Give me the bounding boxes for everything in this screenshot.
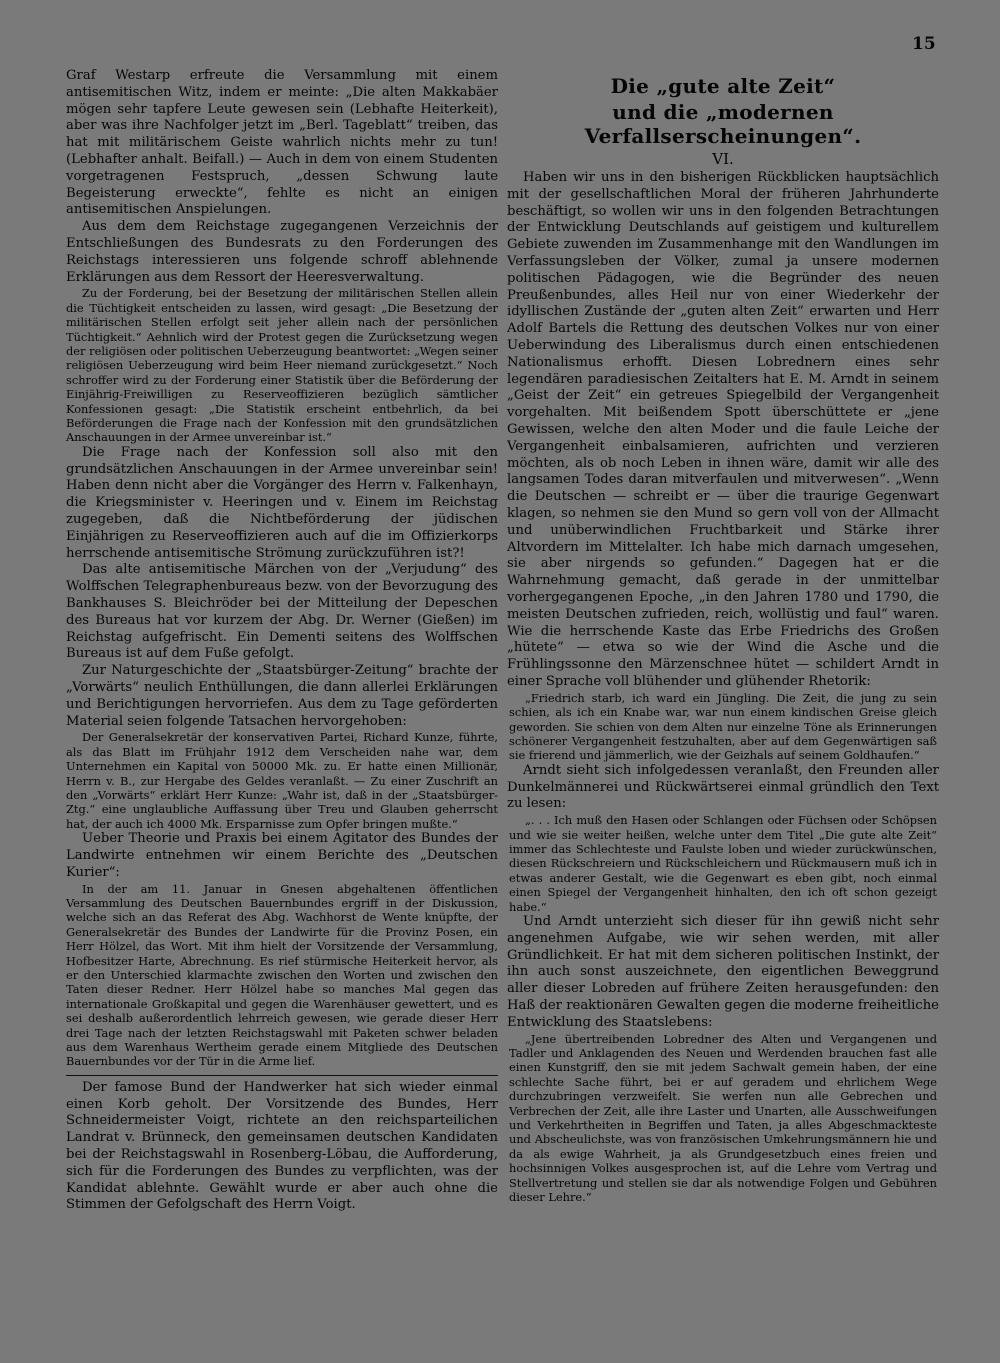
paragraph: Und Arndt unterzieht sich dieser für ihn gewiß nicht sehr angenehmen Aufgabe, wie wir sehen werden, mit aller Gründlichkeit. Er hat mit dem sicheren politischen Instinkt, der ihn auch sonst auszeichnete, den eigentlichen Beweggrund aller dieser Lobreden auf frühere Zeiten herausgefunden: den Haß der reaktionären Gewalten gegen die moderne freiheitliche Entwicklung des Staatslebens:	[507, 913, 939, 1030]
article-title-line1: Die „gute alte Zeit“	[610, 74, 836, 98]
quoted-paragraph: „. . . Ich muß den Hasen oder Schlangen oder Füchsen oder Schöpsen und wie sie weiter heißen, welche unter dem Titel „Die gute alte Zeit“ immer das Schlechteste und Faulste loben und wieder zurückwünschen, diesen Rückschreiern und Rückschleichern und Rückmausern muß ich in etwas anderer Gestalt, wie die Gegenwart es eben gibt, noch einmal einen Spiegel der Vergangenheit hinhalten, den ich oft schon gezeigt habe.“	[509, 813, 937, 914]
paragraph: Der famose Bund der Handwerker hat sich wieder einmal einen Korb geholt. Der Vorsitzende des Bundes, Herr Schneidermeister Voigt, richtete an den reichsparteilichen Landrat v. Brünneck, den gemeinsamen deutschen Kandidaten bei der Reichstagswahl in Rosenberg-Löbau, die Aufforderung, sich für die Forderungen des Bundes zu verpflichten, was der Kandidat ablehnte. Gewählt wurde er aber auch ohne die Stimmen der Gefolgschaft des Herrn Voigt.	[66, 1079, 498, 1213]
quoted-paragraph: Zu der Forderung, bei der Besetzung der militärischen Stellen allein die Tüchtigkeit entscheiden zu lassen, wird gesagt: „Die Besetzung der militärischen Stellen erfolgt seit jeher allein nach der persönlichen Tüchtigkeit.“ Aehnlich wird der Protest gegen die Zurücksetzung wegen der religiösen oder politischen Ueberzeugung beantwortet: „Wegen seiner religiösen Ueberzeugung wird beim Heer niemand zurückgesetzt.“ Noch schroffer wird zu der Forderung einer Statistik über die Beförderung der Einjährig-Freiwilligen zu Reserveoffizieren bezüglich sämtlicher Konfessionen gesagt: „Die Statistik erscheint entbehrlich, da bei Beförderungen die Frage nach der Konfession mit den grundsätzlichen Anschauungen in der Armee unvereinbar ist.“	[66, 286, 498, 445]
quoted-paragraph: In der am 11. Januar in Gnesen abgehaltenen öffentlichen Versammlung des Deutschen Bauernbundes ergriff in der Diskussion, welche sich an das Referat des Abg. Wachhorst de Wente knüpfte, der Generalsekretär des Bundes der Landwirte für die Provinz Posen, ein Herr Hölzel, das Wort. Mit ihm hielt der Vorsitzende der Versammlung, Hofbesitzer Harte, Abrechnung. Es rief stürmische Heiterkeit hervor, als er den Unterschied klarmachte zwischen den Worten und zwischen den Taten dieser Redner. Herr Hölzel habe so manches Mal gegen das internationale Großkapital und gegen die Warenhäuser gewettert, und es sei deshalb außerordentlich lehrreich gewesen, wie gerade dieser Herr drei Tage nach der letzten Reichstagswahl mit Paketen schwer beladen aus dem Warenhaus Wertheim gerade einem Mitgliede des Deutschen Bauernbundes vor der Tür in die Arme lief.	[66, 881, 498, 1069]
page-number: 15	[912, 34, 936, 54]
quoted-paragraph: „Friedrich starb, ich ward ein Jüngling. Die Zeit, die jung zu sein schien, als ich ein Knabe war, war nun einem kindischen Greise gleich geworden. Sie schien von dem Alten nur einzelne Töne als Erinnerungen schönerer Vergangenheit festzuhalten, aber auf dem Gegenwärtigen saß sie frierend und jämmerlich, wie der Geizhals auf seinem Goldhaufen.“	[509, 690, 937, 763]
right-column	[507, 74, 939, 1204]
paragraph: Ueber Theorie und Praxis bei einem Agitator des Bundes der Landwirte entnehmen wir einem Berichte des „Deutschen Kurier“:	[66, 831, 498, 880]
divider	[66, 1075, 498, 1076]
left-column	[66, 68, 498, 1214]
paragraph: Das alte antisemitische Märchen von der „Verjudung“ des Wolffschen Telegraphenbureaus bezw. von der Bevorzugung des Bankhauses S. Bleichröder bei der Mitteilung der Depeschen des Bureaus hat vor kurzem der Abg. Dr. Werner (Gießen) im Reichstag aufgefrischt. Ein Dementi seitens des Wolffschen Bureaus ist auf dem Fuße gefolgt.	[66, 562, 498, 662]
quoted-paragraph: „Jene übertreibenden Lobredner des Alten und Vergangenen und Tadler und Anklagenden des Neuen und Werdenden brauchen fast alle einen Kunstgriff, den sie mit jedem Sachwalt gemein haben, der eine schlechte Sache führt, bei er auf geradem und ehrlichem Wege durchzubringen verzweifelt. Sie werfen nun alle Gebrechen und Verbrechen der Zeit, alle ihre Laster und Unarten, alle Ausschweifungen und Verkehrtheiten in Begriffen und Taten, ja alles Abgeschmackteste und Abscheulichste, was von französischen Umkehrungsmännern hie und da als ewige Wahrheit, ja als Grundgesetzbuch eines freien und hochsinnigen Volkes ausgesprochen ist, auf die Lehre vom Vertrag und Stellvertretung und stellen sie dar als notwendige Folgen und Gebühren dieser Lehre.“	[509, 1031, 937, 1205]
paragraph: Haben wir uns in den bisherigen Rückblicken hauptsächlich mit der gesellschaftlichen Moral der früheren Jahrhunderte beschäftigt, so wollen wir uns in den folgenden Betrachtungen der Entwicklung Deutschlands auf geistigem und kulturellem Gebiete zuwenden im Zusammenhange mit den Wandlungen im Verfassungsleben der Völker, zumal ja unsere modernen politischen Pädagogen, wie die Begründer des neuen Preußenbundes, alles Heil nur von einer Wiederkehr der idyllischen Zustände der „guten alten Zeit“ erwarten und Herr Adolf Bartels die Rettung des deutschen Volkes nur von einer Ueberwindung des Liberalismus durch einen entschiedenen Nationalismus erhofft. Diesen Lobrednern eines sehr legendären paradiesischen Zeitalters hat E. M. Arndt in seinem „Geist der Zeit“ ein getreues Spiegelbild der Vergangenheit vorgehalten. Mit beißendem Spott überschüttete er „jene Gewissen, welche den alten Moder und die faule Leiche der Vergangenheit einbalsamieren, aufrichten und verzieren möchten, als ob noch Leben in ihnen wäre, damit wir alle des langsamen Todes daran mitverfaulen und mitverwesen“. „Wenn die Deutschen — schreibt er — über die traurige Gegenwart klagen, so nehmen sie den Mund so gern voll von der Allmacht und unüberwindlichen Fruchtbarkeit und Stärke ihrer Altvordern im Mittelalter. Ich habe mich darnach umgesehen, sie aber nirgends so gefunden.“ Dagegen hat er die Wahrnehmung gemacht, daß gerade in der unmittelbar vorhergegangenen Epoche, „in den Jahren 1780 und 1790, die meisten Deutschen zufrieden, reich, wollüstig und faul“ waren. Wie die herrschende Kaste das Erbe Friedrichs des Großen „hütete“ — etwa so wie der Wind die Asche und die Frühlingssonne den Märzenschnee hütet — schildert Arndt in einer Sprache voll blühender und glühender Rhetorik:	[507, 170, 939, 689]
paragraph: Zur Naturgeschichte der „Staatsbürger-Zeitung“ brachte der „Vorwärts“ neulich Enthüllungen, die dann allerlei Erklärungen und Berichtigungen hervorriefen. Aus dem zu Tage geförderten Material seien folgende Tatsachen hervorgehoben:	[66, 663, 498, 729]
article-title-line2: und die „modernen Verfallserscheinungen“.	[584, 100, 862, 148]
paragraph: Die Frage nach der Konfession soll also mit den grundsätzlichen Anschauungen in der Armee unvereinbar sein! Haben denn nicht aber die Vorgänger des Herrn v. Falkenhayn, die Kriegsminister v. Heeringen und v. Einem im Reichstag zugegeben, daß die Nichtbeförderung der jüdischen Einjährigen zu Reserveoffizieren auch auf die im Offizierkorps herrschende antisemitische Strömung zurückzuführen ist?!	[66, 444, 498, 561]
paragraph: Arndt sieht sich infolgedessen veranlaßt, den Freunden aller Dunkelmännerei und Rückwärtserei einmal gründlich den Text zu lesen:	[507, 762, 939, 812]
section-number: VI.	[712, 150, 734, 168]
paragraph: Aus dem dem Reichstage zugegangenen Verzeichnis der Entschließungen des Bundesrats zu den Forderungen des Reichstags interessieren uns folgende schroff ablehnende Erklärungen aus dem Ressort der Heeresverwaltung.	[66, 219, 498, 285]
paragraph: Graf Westarp erfreute die Versammlung mit einem antisemitischen Witz, indem er meinte: „Die alten Makkabäer mögen sehr tapfere Leute gewesen sein (Lebhafte Heiterkeit), aber was ihre Nachfolger jetzt im „Berl. Tageblatt“ treiben, das hat mit militärischem Geiste wahrlich nichts mehr zu tun! (Lebhafter anhalt. Beifall.) — Auch in dem von einem Studenten vorgetragenen Festspruch, „dessen Schwung laute Begeisterung erweckte“, fehlte es nicht an einigen antisemitischen Anspielungen.	[66, 68, 498, 218]
quoted-paragraph: Der Generalsekretär der konservativen Partei, Richard Kunze, führte, als das Blatt im Frühjahr 1912 dem Verscheiden nahe war, dem Unternehmen ein Kapital von 50000 Mk. zu. Er hatte einen Millionär, Herrn v. B., zur Hergabe des Geldes veranlaßt. — Zu einer Zuschrift an den „Vorwärts“ erklärt Herr Kunze: „Wahr ist, daß in der „Staatsbürger-Ztg.“ eine unglaubliche Auffassung über Treu und Glauben geherrscht hat, der auch ich 4000 Mk. Ersparnisse zum Opfer bringen mußte.“	[66, 730, 498, 831]
